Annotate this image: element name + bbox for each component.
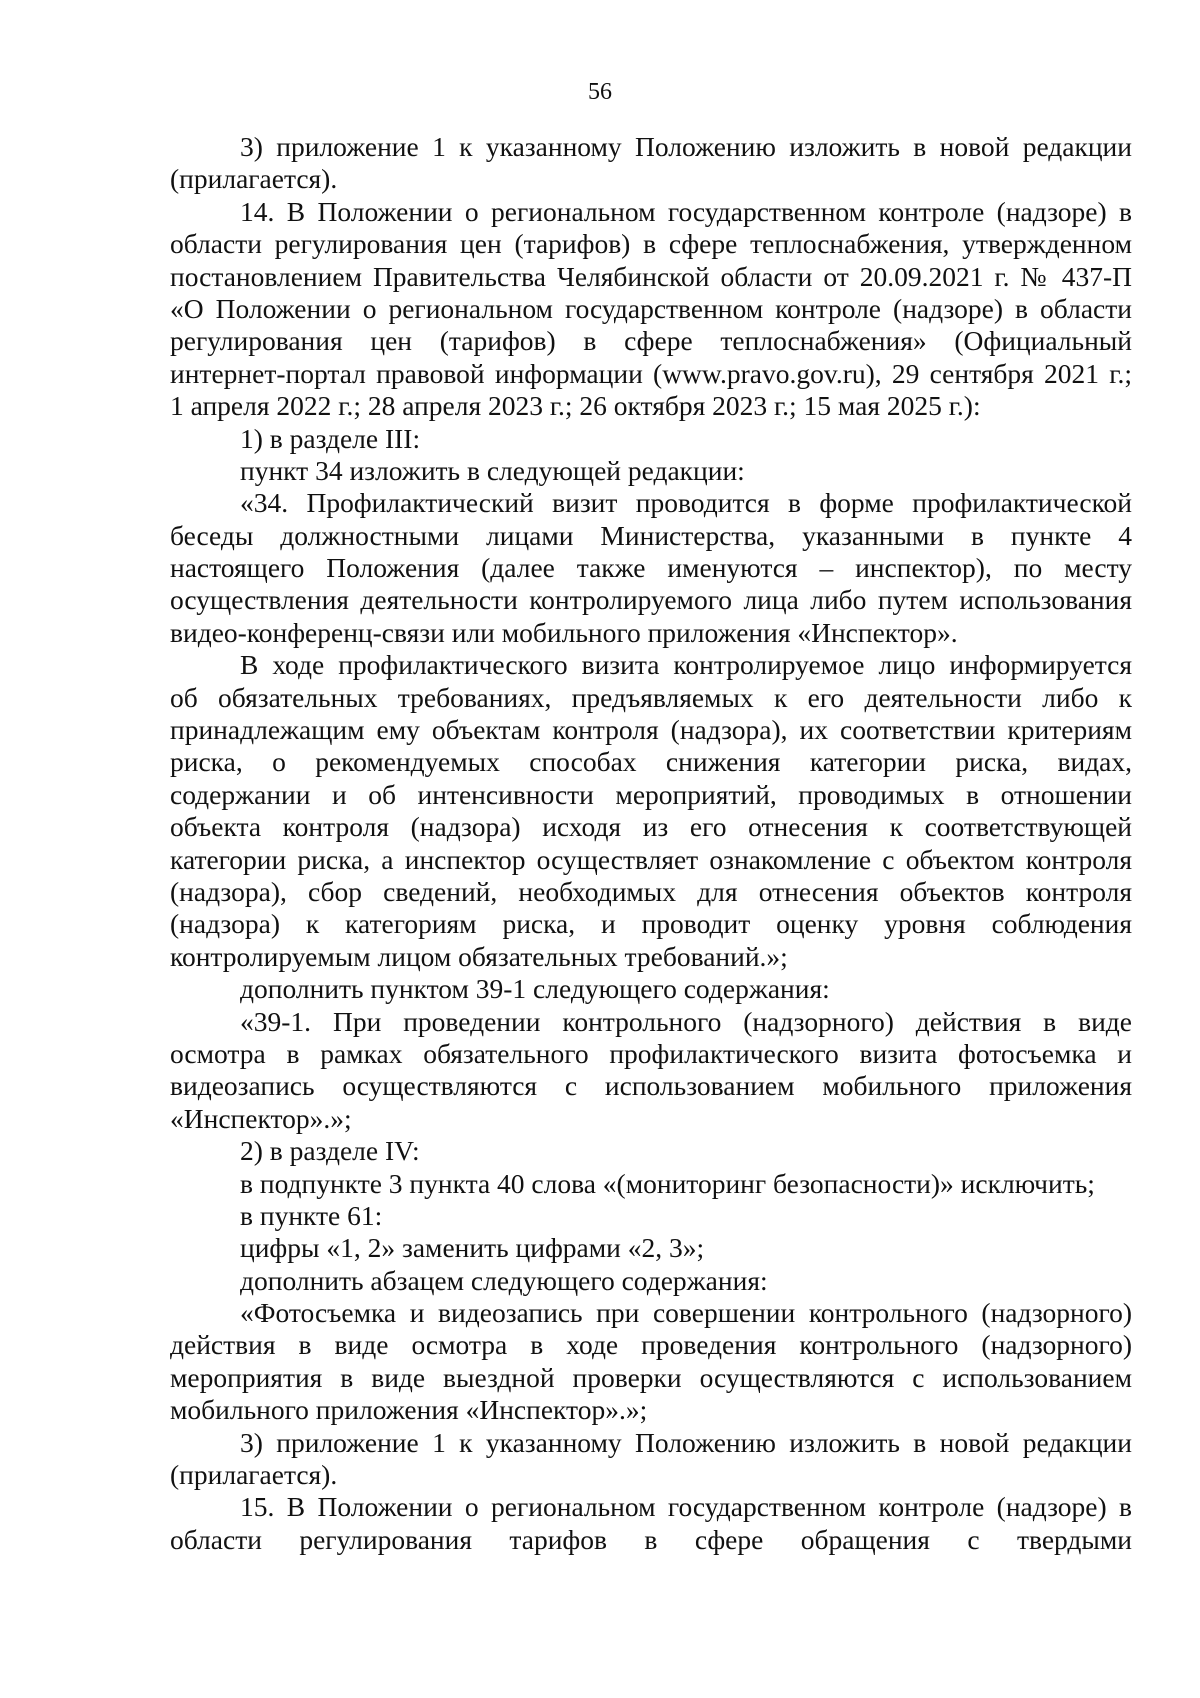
text-line: категории риска, а инспектор осуществляет ознакомление с объектом контроля — [170, 843, 1132, 875]
text-line: 1) в разделе III: — [240, 422, 421, 454]
text-line: 2) в разделе IV: — [240, 1135, 420, 1167]
text-line: (прилагается). — [170, 1459, 338, 1491]
text-line: (надзора), сбор сведений, необходимых для отнесения объектов контроля — [170, 875, 1132, 907]
text-line: В ходе профилактического визита контролируемое лицо информируется — [240, 649, 1132, 681]
text-line: дополнить абзацем следующего содержания: — [240, 1264, 768, 1296]
text-line: «34. Профилактический визит проводится в форме профилактической — [240, 487, 1132, 519]
text-line: 3) приложение 1 к указанному Положению изложить в новой редакции — [240, 131, 1132, 162]
text-line: в подпункте 3 пункта 40 слова «(мониторинг безопасности)» исключить; — [240, 1167, 1095, 1199]
text-line: цифры «1, 2» заменить цифрами «2, 3»; — [240, 1232, 705, 1264]
document-body — [170, 131, 1132, 1556]
text-line: объекта контроля (надзора) исходя из его отнесения к соответствующей — [170, 811, 1132, 843]
text-line: в пункте 61: — [240, 1199, 383, 1231]
text-line: постановлением Правительства Челябинской области от 20.09.2021 г. № 437-П — [170, 260, 1132, 292]
page-number: 56 — [588, 79, 612, 105]
text-line: дополнить пунктом 39-1 следующего содержания: — [240, 973, 830, 1005]
text-line: 14. В Положении о региональном государственном контроле (надзоре) в — [240, 195, 1132, 227]
text-line: «Фотосъемка и видеозапись при совершении контрольного (надзорного) — [240, 1297, 1132, 1329]
text-line: мобильного приложения «Инспектор».»; — [170, 1394, 648, 1426]
text-line: об обязательных требованиях, предъявляемых к его деятельности либо к — [170, 681, 1132, 713]
text-line: беседы должностными лицами Министерства, указанными в пункте 4 — [170, 519, 1132, 551]
text-line: видео-конференц-связи или мобильного приложения «Инспектор». — [170, 616, 958, 648]
text-line: осуществления деятельности контролируемого лица либо путем использования — [170, 584, 1132, 616]
text-line: «39-1. При проведении контрольного (надзорного) действия в виде — [240, 1005, 1132, 1037]
text-line: области регулирования цен (тарифов) в сфере теплоснабжения, утвержденном — [170, 228, 1132, 260]
text-line: мероприятия в виде выездной проверки осуществляются с использованием — [170, 1361, 1132, 1393]
text-line: (прилагается). — [170, 163, 338, 195]
text-line: принадлежащим ему объектам контроля (надзора), их соответствии критериям — [170, 714, 1132, 746]
text-line: области регулирования тарифов в сфере обращения с твердыми — [170, 1523, 1132, 1555]
text-line: интернет-портал правовой информации (www.pravo.gov.ru), 29 сентября 2021 г.; — [170, 357, 1132, 389]
text-line: контролируемым лицом обязательных требований.»; — [170, 940, 788, 972]
text-line: пункт 34 изложить в следующей редакции: — [240, 454, 745, 486]
text-line: риска, о рекомендуемых способах снижения категории риска, видах, — [170, 746, 1132, 778]
text-line: настоящего Положения (далее также именуются – инспектор), по месту — [170, 552, 1132, 584]
text-line: 3) приложение 1 к указанному Положению изложить в новой редакции — [240, 1426, 1132, 1458]
text-line: видеозапись осуществляются с использованием мобильного приложения — [170, 1070, 1132, 1102]
text-line: осмотра в рамках обязательного профилактического визита фотосъемка и — [170, 1037, 1132, 1069]
text-line: содержании и об интенсивности мероприятий, проводимых в отношении — [170, 778, 1132, 810]
text-line: 15. В Положении о региональном государственном контроле (надзоре) в — [240, 1491, 1132, 1523]
text-line: действия в виде осмотра в ходе проведения контрольного (надзорного) — [170, 1329, 1132, 1361]
text-line: (надзора) к категориям риска, и проводит оценку уровня соблюдения — [170, 908, 1132, 940]
text-line: 1 апреля 2022 г.; 28 апреля 2023 г.; 26 октября 2023 г.; 15 мая 2025 г.): — [170, 390, 981, 422]
text-line: «Инспектор».»; — [170, 1102, 352, 1134]
text-line: регулирования цен (тарифов) в сфере теплоснабжения» (Официальный — [170, 325, 1132, 357]
text-line: «О Положении о региональном государственном контроле (надзоре) в области — [170, 292, 1132, 324]
